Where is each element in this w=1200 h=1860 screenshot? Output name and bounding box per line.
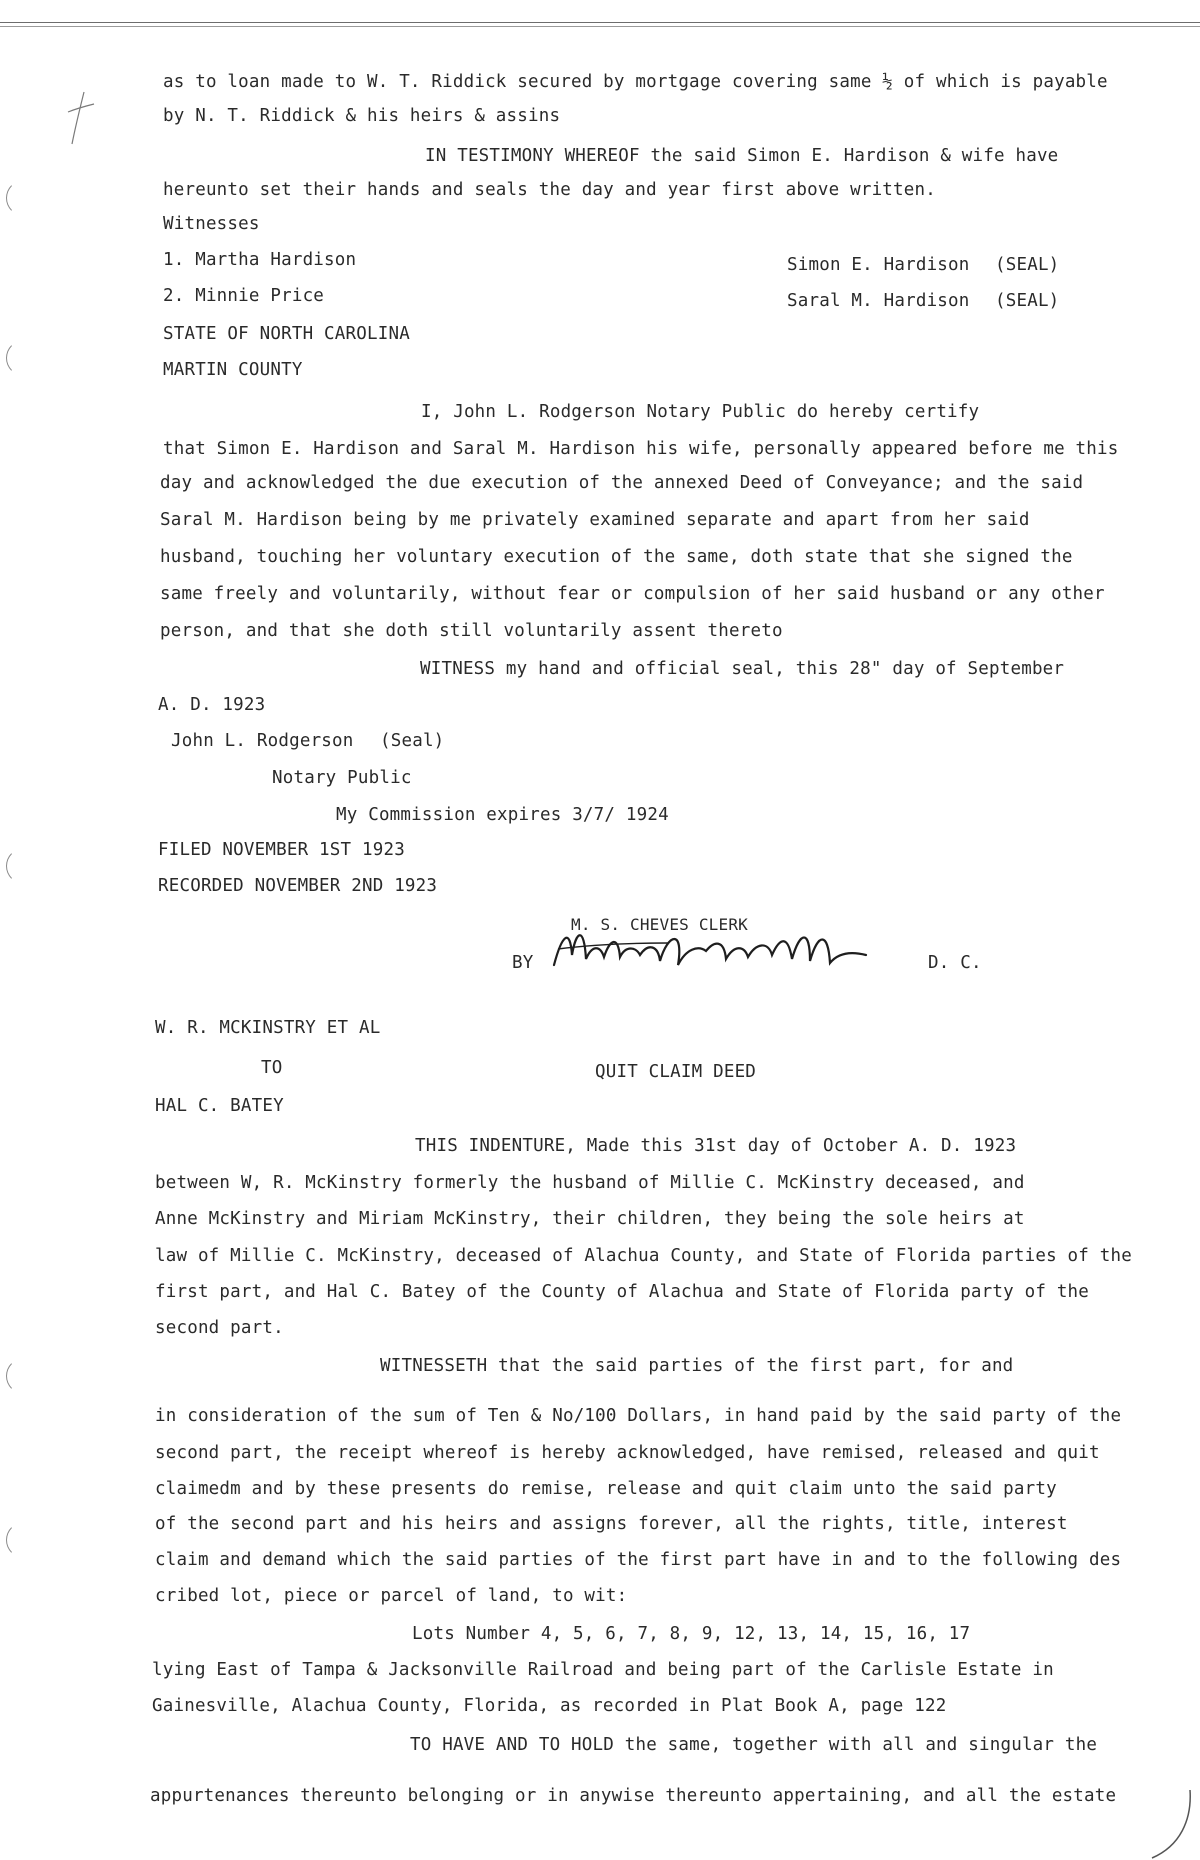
text-line: first part, and Hal C. Batey of the County of Alachua and State of Florida party of the [155,1282,1090,1302]
text-line: WITNESS my hand and official seal, this 28" day of September [420,659,1065,679]
text-line: lying East of Tampa & Jacksonville Railroad and being part of the Carlisle Estate in [152,1660,1054,1680]
punch-hole [6,180,37,216]
text-line: hereunto set their hands and seals the day and year first above written. [163,180,936,200]
clerk-line: M. S. CHEVES CLERK [571,915,748,934]
grantee-heading: HAL C. BATEY [155,1096,284,1116]
deed-title: QUIT CLAIM DEED [595,1062,757,1082]
by-label: BY [512,953,534,973]
text-line: by N. T. Riddick & his heirs & assins [163,106,561,126]
margin-pencil-mark [64,88,98,148]
text-line: same freely and voluntarily, without fear or compulsion of her said husband or any other [160,584,1105,604]
clerk-signature [548,915,878,985]
text-line: I, John L. Rodgerson Notary Public do hereby certify [421,402,980,422]
punch-hole [6,340,37,376]
text-line: appurtenances thereunto belonging or in anywise thereunto appertaining, and all the estate [150,1786,1117,1806]
commission-line: My Commission expires 3/7/ 1924 [336,805,669,825]
witnesses-label: Witnesses [163,214,260,234]
state-heading: STATE OF NORTH CAROLINA [163,324,410,344]
text-line: Anne McKinstry and Miriam McKinstry, their children, they being the sole heirs at [155,1209,1025,1229]
text-line: claim and demand which the said parties of the first part have in and to the following des [155,1550,1122,1570]
text-line: A. D. 1923 [158,695,266,715]
text-line: cribed lot, piece or parcel of land, to wit: [155,1586,628,1606]
page-corner-curl [1150,1790,1200,1860]
text-line: second part. [155,1318,284,1338]
text-line: day and acknowledged the due execution of the annexed Deed of Conveyance; and the said [160,473,1084,493]
seal-label: (SEAL) [995,291,1060,311]
witness-name: 2. Minnie Price [163,286,325,306]
dc-label: D. C. [928,953,982,973]
grantor-heading: W. R. MCKINSTRY ET AL [155,1018,381,1038]
text-line: husband, touching her voluntary execution of the same, doth state that she signed the [160,547,1073,567]
punch-hole [6,848,37,884]
county-heading: MARTIN COUNTY [163,360,303,380]
recorded-line: RECORDED NOVEMBER 2ND 1923 [158,876,438,896]
text-line: Gainesville, Alachua County, Florida, as recorded in Plat Book A, page 122 [152,1696,947,1716]
top-rule [0,22,1200,23]
witness-name: 1. Martha Hardison [163,250,357,270]
seal-label: (Seal) [380,731,445,751]
text-line: THIS INDENTURE, Made this 31st day of October A. D. 1923 [415,1136,1017,1156]
text-line: of the second part and his heirs and assigns forever, all the rights, title, interest [155,1514,1068,1534]
notary-name: John L. Rodgerson [171,731,354,751]
top-rule-2 [0,26,1200,27]
text-line: between W, R. McKinstry formerly the husband of Millie C. McKinstry deceased, and [155,1173,1025,1193]
punch-hole [6,1522,37,1558]
text-line: law of Millie C. McKinstry, deceased of Alachua County, and State of Florida parties of the [155,1246,1132,1266]
text-line: Saral M. Hardison being by me privately examined separate and apart from her said [160,510,1030,530]
notary-title: Notary Public [272,768,412,788]
punch-hole [6,1358,37,1394]
text-line: person, and that she doth still voluntarily assent thereto [160,621,783,641]
text-line: in consideration of the sum of Ten & No/100 Dollars, in hand paid by the said party of the [155,1406,1122,1426]
text-line: TO HAVE AND TO HOLD the same, together with all and singular the [410,1735,1098,1755]
text-line: IN TESTIMONY WHEREOF the said Simon E. Hardison & wife have [425,146,1059,166]
text-line: WITNESSETH that the said parties of the first part, for and [380,1356,1014,1376]
to-heading: TO [261,1058,283,1078]
signer-name: Saral M. Hardison [787,291,970,311]
filed-line: FILED NOVEMBER 1ST 1923 [158,840,405,860]
text-line: claimedm and by these presents do remise, release and quit claim unto the said party [155,1479,1057,1499]
text-line: as to loan made to W. T. Riddick secured by mortgage covering same ½ of which is payable [163,72,1108,92]
text-line: second part, the receipt whereof is hereby acknowledged, have remised, released and quit [155,1443,1100,1463]
signer-name: Simon E. Hardison [787,255,970,275]
lots-line: Lots Number 4, 5, 6, 7, 8, 9, 12, 13, 14, 15, 16, 17 [412,1624,971,1644]
seal-label: (SEAL) [995,255,1060,275]
text-line: that Simon E. Hardison and Saral M. Hardison his wife, personally appeared before me this [163,439,1119,459]
